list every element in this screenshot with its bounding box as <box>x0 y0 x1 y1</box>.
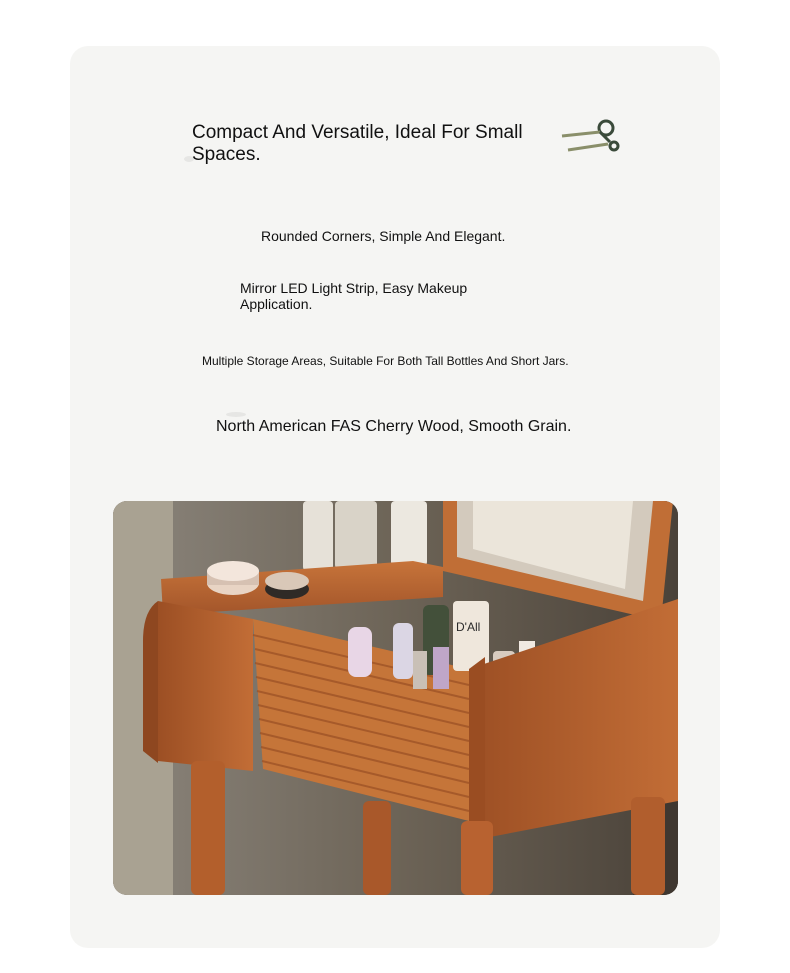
feature-cherry-wood: North American FAS Cherry Wood, Smooth Grain. <box>216 418 572 435</box>
eyelash-curler-icon <box>558 116 622 172</box>
jar-label: D'All <box>456 620 481 634</box>
feature-led-mirror: Mirror LED Light Strip, Easy Makeup Application. <box>240 280 468 312</box>
vanity-product-photo <box>113 501 678 895</box>
feature-storage: Multiple Storage Areas, Suitable For Both Tall Bottles And Short Jars. <box>202 354 569 368</box>
feature-rounded-corners: Rounded Corners, Simple And Elegant. <box>261 228 506 244</box>
headline: Compact And Versatile, Ideal For Small Spaces. <box>192 122 523 165</box>
decorative-dot <box>184 156 194 162</box>
